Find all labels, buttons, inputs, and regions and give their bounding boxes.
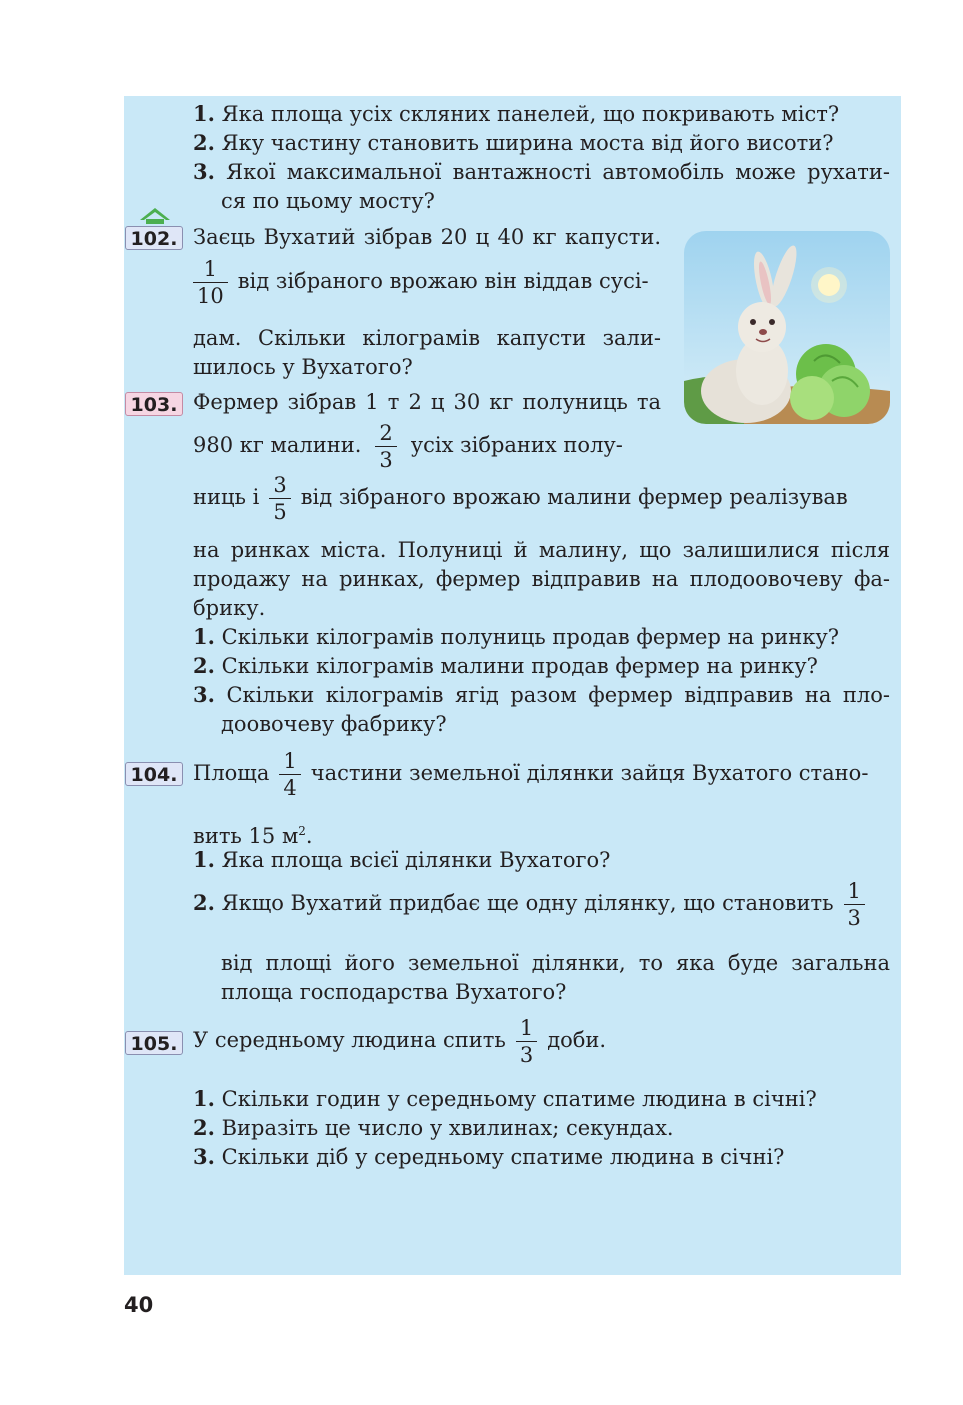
- p104-question-1: 1. Яка площа всієї ділянки Вухатого?: [193, 847, 611, 872]
- p103-line-5: продажу на ринках, фермер відправив на плодоовочеву фа-: [193, 567, 890, 591]
- p104-question-2-cont-1: від площі його земельної ділянки, то яка буде загальна: [221, 951, 890, 975]
- fraction-1-3-a: $\frac{1}{3}$: [844, 878, 865, 931]
- p104-question-2: 2. Якщо Вухатий придбає ще одну ділянку, що становить $\frac{1}{3}$: [193, 878, 875, 931]
- p102-line-3: дам. Скільки кілограмів капусти зали-: [193, 326, 661, 350]
- p102-line-1: Заєць Вухатий зібрав 20 ц 40 кг капусти.: [193, 225, 661, 249]
- page-number: 40: [124, 1293, 154, 1317]
- p103-line-6: брику.: [193, 596, 266, 620]
- p103-question-2: 2. Скільки кілограмів малини продав фермер на ринку?: [193, 653, 818, 678]
- exercise-number-103: 103.: [125, 392, 183, 416]
- p104-question-2-cont-2: площа господарства Вухатого?: [221, 980, 567, 1004]
- exercise-number-102: 102.: [125, 226, 183, 250]
- p103-question-3-cont: доовочеву фабрику?: [221, 712, 447, 736]
- fraction-1-4: $\frac{1}{4}$: [279, 748, 300, 801]
- p105-line-1: У середньому людина спить $\frac{1}{3}$ доби.: [193, 1016, 607, 1067]
- p103-line-1: Фермер зібрав 1 т 2 ц 30 кг полуниць та: [193, 390, 661, 414]
- p103-question-1: 1. Скільки кілограмів полуниць продав фермер на ринку?: [193, 624, 839, 649]
- p105-question-2: 2. Виразіть це число у хвилинах; секундах.: [193, 1115, 674, 1140]
- fraction-1-10: $\frac{1}{10}$: [193, 256, 228, 309]
- intro-question-2: 2. Яку частину становить ширина моста від його висоти?: [193, 130, 834, 155]
- p103-line-4: на ринках міста. Полуниці й малину, що залишилися після: [193, 538, 890, 562]
- fraction-3-5: $\frac{3}{5}$: [269, 472, 290, 525]
- p103-question-3: 3. Скільки кілограмів ягід разом фермер відправив на пло-: [193, 682, 890, 707]
- p104-line-1: Площа $\frac{1}{4}$ частини земельної ділянки зайця Вухатого стано-: [193, 749, 869, 800]
- fraction-1-3-b: $\frac{1}{3}$: [516, 1015, 537, 1068]
- p104-line-2: вить 15 $м^2$.: [193, 824, 313, 848]
- home-task-icon: [138, 206, 172, 226]
- p103-line-3: ниць і $\frac{3}{5}$ від зібраного врожаю малини фермер реалізував: [193, 473, 848, 524]
- intro-question-1: 1. Яка площа усіх скляних панелей, що покривають міст?: [193, 101, 840, 126]
- p102-line-2: $\frac{1}{10}$ від зібраного врожаю він віддав сусі-: [183, 256, 649, 309]
- rabbit-cabbage-illustration: [684, 231, 890, 424]
- exercise-number-104: 104.: [125, 762, 183, 786]
- fraction-2-3: $\frac{2}{3}$: [375, 420, 396, 473]
- intro-question-3: 3. Якої максимальної вантажності автомобіль може рухати-: [193, 159, 890, 184]
- p105-question-3: 3. Скільки діб у середньому спатиме людина в січні?: [193, 1144, 785, 1169]
- p105-question-1: 1. Скільки годин у середньому спатиме людина в січні?: [193, 1086, 817, 1111]
- p103-line-2: 980 кг малини. $\frac{2}{3}$ усіх зібраних полу-: [193, 421, 623, 472]
- intro-question-3-cont: ся по цьому мосту?: [221, 189, 435, 213]
- exercise-number-105: 105.: [125, 1031, 183, 1055]
- p102-line-4: шилось у Вухатого?: [193, 355, 413, 379]
